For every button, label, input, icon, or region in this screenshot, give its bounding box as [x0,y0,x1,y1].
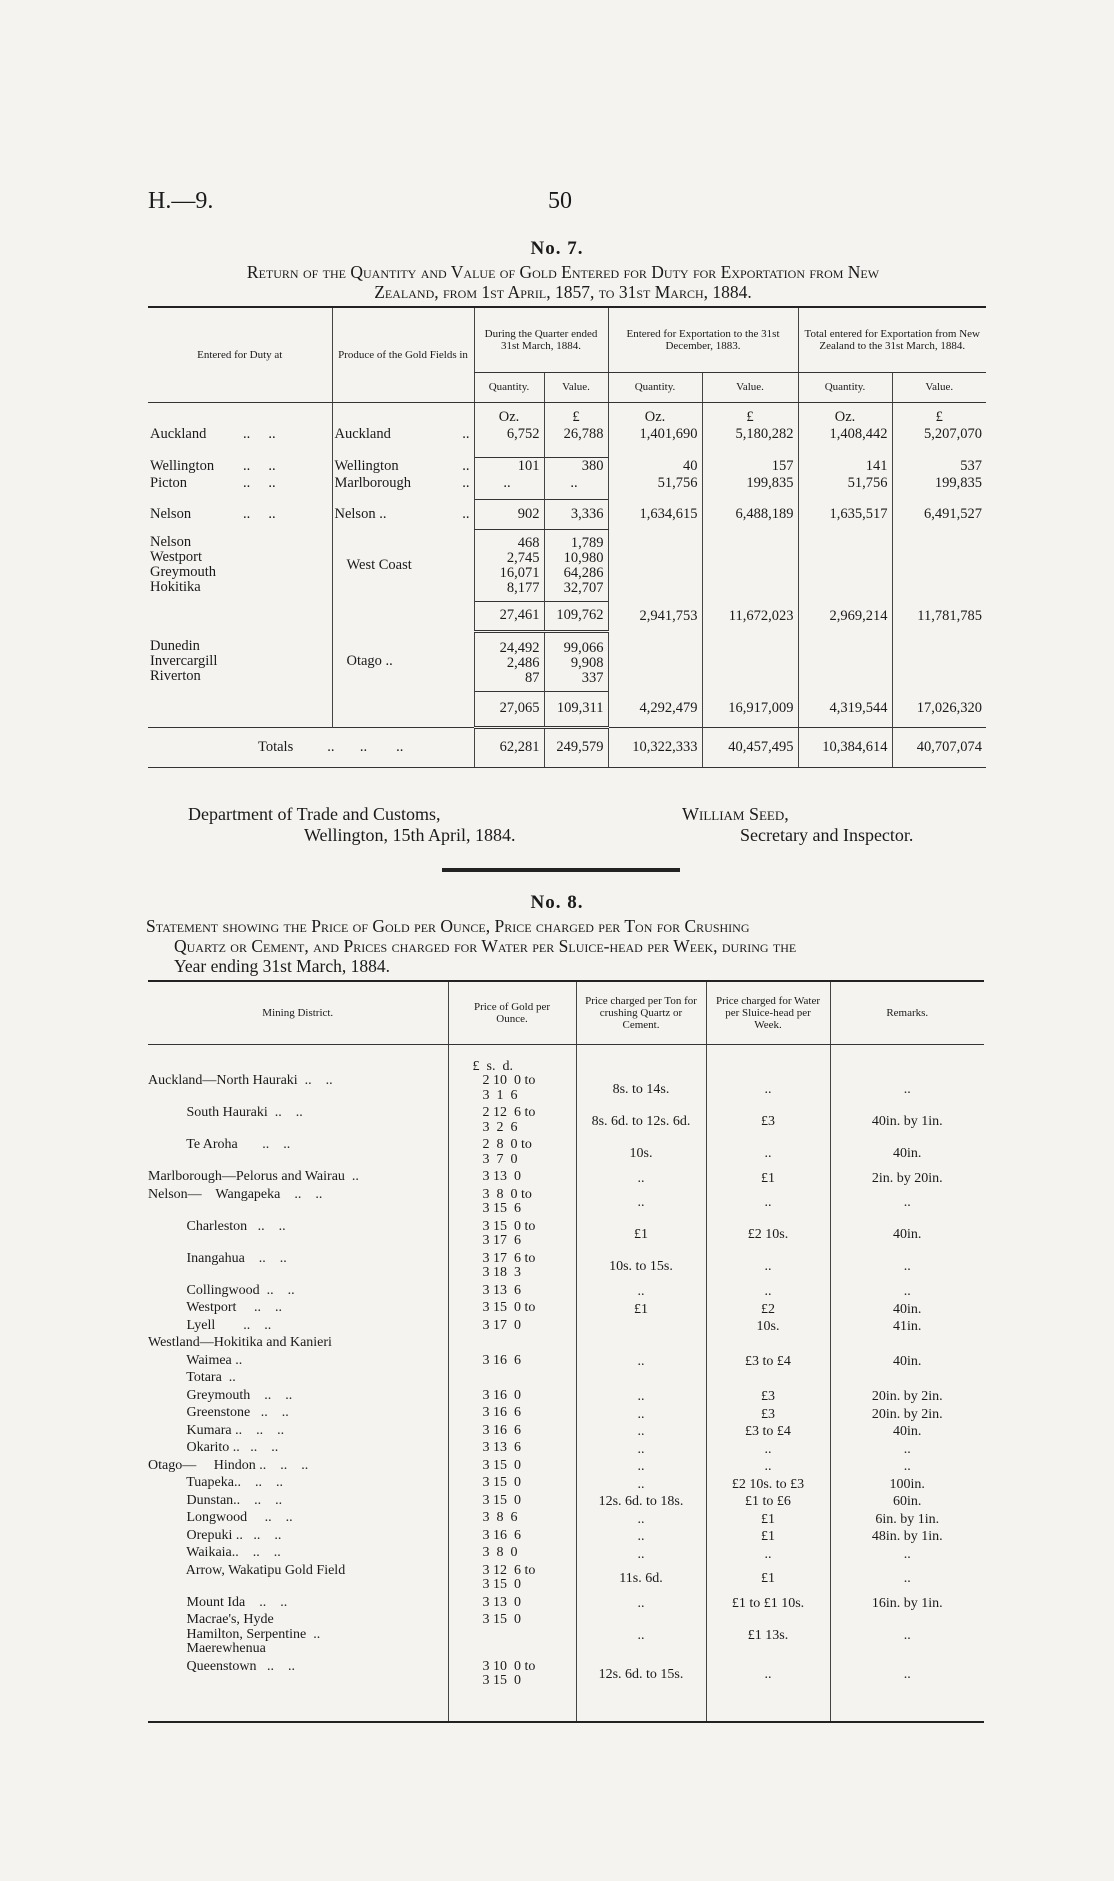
water-price: .. [706,1459,830,1477]
sub-value: Value. [892,372,986,402]
gold-price: 2 8 0 to 3 7 0 [448,1138,576,1170]
place-name: Riverton [150,668,201,684]
quarter-quantity: .. [474,475,544,499]
col-remarks: Remarks. [830,982,984,1044]
crushing-price: .. [576,1284,706,1302]
table-row [148,1170,984,1188]
export-quantity: 4,292,479 [608,691,702,727]
place-name: Westport [150,549,202,565]
water-price: £1 to £6 [706,1494,830,1512]
department-date: Wellington, 15th April, 1884. [304,825,516,845]
gold-price: 3 8 0 [448,1546,576,1564]
export-quantity: 51,756 [608,475,702,499]
table8-title: No. 8. [530,892,584,913]
table-row [148,1529,984,1547]
grand-total-value: 40,707,074 [892,727,986,767]
district-name: Inangahua .. .. [148,1250,287,1266]
total-quantity: 4,319,544 [798,691,892,727]
table8-caption-line1: Statement showing the Price of Gold per Ounce, Price charged per Ton for Crushing [146,916,750,936]
remarks: .. [830,1564,984,1596]
quarter-quantity: 8,177 [506,579,540,596]
table-row [148,1284,984,1302]
table-row [148,1074,984,1106]
total-quantity: 51,756 [798,475,892,499]
remarks: 20in. by 2in. [830,1389,984,1407]
gold-price: 3 15 0 [448,1494,576,1512]
gold-price: 3 13 0 [448,1170,576,1188]
subtotal-quantity: 27,461 [474,601,544,631]
export-value: 157 [702,458,798,476]
quarter-value: 64,286 [563,564,604,581]
total-quantity: 141 [798,458,892,476]
gold-price [448,1371,576,1389]
remarks: 16in. by 1in. [830,1596,984,1614]
otago-group [148,631,986,691]
crushing-price: .. [576,1406,706,1424]
district-name: Orepuki .. .. .. [148,1527,282,1543]
quarter-value: 10,980 [563,549,604,566]
gold-price: 3 8 0 to 3 15 6 [448,1188,576,1220]
remarks: 40in. [830,1138,984,1170]
water-price: £3 [706,1406,830,1424]
table-row [148,1371,984,1389]
remarks: 100in. [830,1476,984,1494]
quarter-quantity: 101 [474,458,544,476]
total-value: 11,781,785 [892,601,986,631]
district-name: Westport .. .. [148,1300,282,1315]
unit-oz: Oz. [474,402,544,426]
table8-caption-line2: Quartz or Cement, and Prices charged for Water per Sluice-head per Week, during the [174,936,797,956]
crushing-price: .. [576,1170,706,1188]
page-number: 50 [548,188,572,214]
district-name: Waikaia.. .. .. [148,1545,281,1560]
crushing-price: .. [576,1476,706,1494]
col-mining-district: Mining District. [148,982,448,1044]
gold-price: 2 12 6 to 3 2 6 [448,1106,576,1138]
place-name: Hokitika [150,579,201,595]
district-name: Lyell .. .. [148,1317,272,1333]
gold-price: 3 17 0 [448,1319,576,1337]
export-value: 199,835 [702,475,798,499]
subtotal-quantity: 27,065 [474,691,544,727]
export-value: 11,672,023 [702,601,798,631]
total-value: 17,026,320 [892,691,986,727]
total-value: 537 [892,458,986,476]
otago-subtotal [148,691,986,727]
remarks: .. [830,1284,984,1302]
place-name: Nelson [150,534,192,550]
crushing-price: .. [576,1188,706,1220]
quarter-value: 380 [544,458,608,476]
table-row [148,1319,984,1337]
remarks: 40in. [830,1301,984,1319]
crushing-price [576,1319,706,1337]
water-price: .. [706,1188,830,1220]
place-name: Invercargill [150,653,218,669]
district-name: Te Aroha .. .. [148,1137,291,1152]
total-quarter-value: 249,579 [544,727,608,767]
crushing-price: .. [576,1546,706,1564]
crushing-price: 8s. to 14s. [576,1074,706,1106]
total-value: 5,207,070 [892,426,986,458]
crushing-price: .. [576,1459,706,1477]
water-price: £1 to £1 10s. [706,1596,830,1614]
crushing-price: .. [576,1529,706,1547]
water-price: £2 10s. [706,1220,830,1252]
gold-price: 3 15 0 [448,1476,576,1494]
gold-price: 3 12 6 to 3 15 0 [448,1564,576,1596]
table8-caption-line3: Year ending 31st March, 1884. [174,956,390,976]
water-price: .. [706,1284,830,1302]
water-price: .. [706,1441,830,1459]
produce-name: West Coast [332,529,474,601]
export-value: 5,180,282 [702,426,798,458]
district-name: Marlborough—Pelorus and Wairau .. [148,1169,359,1184]
remarks: 6in. by 1in. [830,1511,984,1529]
gold-price: 3 15 0 [448,1459,576,1477]
crushing-price: £1 [576,1301,706,1319]
district-name: Collingwood .. .. [148,1282,295,1298]
grand-total-quantity: 10,384,614 [798,727,892,767]
remarks: 20in. by 2in. [830,1406,984,1424]
water-price: .. [706,1660,830,1692]
gold-price: 3 10 0 to 3 15 0 [448,1660,576,1692]
district-name: Arrow, Wakatipu Gold Field [148,1562,346,1578]
water-price: .. [706,1546,830,1564]
water-price: £1 [706,1529,830,1547]
table7-caption-line1: Return of the Quantity and Value of Gold Entered for Duty for Exportation from New [246,262,880,282]
water-price: .. [706,1138,830,1170]
water-price: £3 [706,1106,830,1138]
table-row [148,1354,984,1372]
water-price: £1 [706,1564,830,1596]
totals-label: Totals [258,738,294,755]
table-row [148,1138,984,1170]
district-name: Kumara .. .. .. [148,1422,285,1438]
table-row [148,1441,984,1459]
gold-price: 3 15 0 to [448,1301,576,1319]
crushing-price: .. [576,1441,706,1459]
place-name: Picton [150,475,188,491]
remarks: 48in. by 1in. [830,1529,984,1547]
unit-oz: Oz. [798,402,892,426]
table-row [148,1596,984,1614]
table-row: Wellington .. .. Wellington .. 101 380 40 157 141 537 [148,458,986,476]
col-gold-price: Price of Gold per Ounce. [448,982,576,1044]
district-name: Okarito .. .. .. [148,1440,279,1455]
quarter-quantity: 902 [474,499,544,529]
gold-price-table [148,982,984,1723]
subtotal-value: 109,311 [544,691,608,727]
col-quarter: During the Quarter ended 31st March, 1884. [474,308,608,372]
remarks [830,1336,984,1354]
total-value: 6,491,527 [892,499,986,529]
crushing-price: 10s. [576,1138,706,1170]
district-name: Macrae's, Hyde Hamilton, Serpentine .. Maerewhenua [186,1612,321,1656]
sub-value: Value. [544,372,608,402]
table-row [148,1106,984,1138]
water-price: .. [706,1252,830,1284]
export-value: 16,917,009 [702,691,798,727]
export-quantity: 40 [608,458,702,476]
district-name: Otago— Hindon .. .. .. [148,1457,309,1473]
col-exported: Entered for Exportation to the 31st December, 1883. [608,308,798,372]
produce-name: Wellington [334,457,399,474]
remarks: .. [830,1188,984,1220]
total-quantity: 2,969,214 [798,601,892,631]
quarter-quantity: 468 [517,534,540,551]
unit-pound: £ [702,402,798,426]
gold-export-table [148,308,986,768]
remarks: 40in. [830,1424,984,1442]
district-name: Greymouth .. .. [148,1387,293,1403]
water-price: £3 to £4 [706,1354,830,1372]
table-row: Picton .. .. Marlborough .. .. .. 51,756 199,835 51,756 199,835 [148,475,986,499]
export-quantity: 1,634,615 [608,499,702,529]
district-name: Tuapeka.. .. .. [148,1475,283,1490]
unit-pound: £ [544,402,608,426]
water-price: £1 [706,1511,830,1529]
place-name: Wellington [150,457,215,474]
table-row [148,1459,984,1477]
remarks: .. [830,1613,984,1660]
gold-price: 3 13 0 [448,1596,576,1614]
table7-caption [148,262,978,302]
place-name: Nelson [150,505,192,522]
table-row [148,1424,984,1442]
gold-price: 3 16 6 [448,1424,576,1442]
remarks [830,1371,984,1389]
gold-price: 2 10 0 to 3 1 6 [448,1074,576,1106]
col-produce: Produce of the Gold Fields in [332,308,474,402]
gold-price: 3 13 6 [448,1441,576,1459]
col-total: Total entered for Exportation from New Zealand to the 31st March, 1884. [798,308,986,372]
table-row [148,1406,984,1424]
remarks: .. [830,1459,984,1477]
water-price: £1 13s. [706,1613,830,1660]
crushing-price: .. [576,1613,706,1660]
district-name: Westland—Hokitika and Kanieri [148,1335,332,1350]
crushing-price: £1 [576,1220,706,1252]
remarks: 40in. by 1in. [830,1106,984,1138]
table-row [148,426,986,458]
crushing-price: .. [576,1596,706,1614]
gold-price: 3 16 6 [448,1354,576,1372]
remarks: .. [830,1074,984,1106]
district-name: Queenstown .. .. [148,1658,295,1674]
westcoast-group [148,529,986,601]
district-name: Greenstone .. .. [148,1405,289,1420]
table-row [148,1546,984,1564]
sub-quantity: Quantity. [474,372,544,402]
crushing-price: .. [576,1354,706,1372]
remarks: 40in. [830,1220,984,1252]
table8-caption [146,916,1014,976]
crushing-price: 12s. 6d. to 18s. [576,1494,706,1512]
quarter-value: 26,788 [544,426,608,458]
district-name: Nelson— Wangapeka .. .. [148,1186,323,1202]
water-price: £2 [706,1301,830,1319]
district-name: Totara .. [148,1370,236,1385]
place-name: Auckland .. .. [150,425,276,442]
series-code: H.—9. [148,188,214,214]
total-quantity: 1,408,442 [798,426,892,458]
sub-value: Value. [702,372,798,402]
quarter-value: 3,336 [544,499,608,529]
district-name: Mount Ida .. .. [148,1594,288,1610]
table-row [148,1511,984,1529]
gold-price: 3 16 6 [448,1529,576,1547]
table-row: Nelson .. .. Nelson .. .. 902 3,336 1,634,615 6,488,189 1,635,517 6,491,527 [148,499,986,529]
produce-name: Nelson .. [334,505,387,522]
quarter-quantity: 2,745 [506,549,540,566]
total-value: 199,835 [892,475,986,499]
table-row [148,1220,984,1252]
district-name: South Hauraki .. .. [148,1105,303,1120]
table-row [148,1301,984,1319]
remarks: 40in. [830,1354,984,1372]
table-row [148,1336,984,1354]
gold-price: 3 8 6 [448,1511,576,1529]
quarter-quantity: 16,071 [499,564,540,581]
quarter-quantity: 24,492 [499,639,540,656]
remarks: .. [830,1546,984,1564]
quarter-quantity: 87 [525,669,540,686]
quarter-value: 99,066 [563,639,604,656]
quarter-value: .. [544,475,608,499]
water-price: £2 10s. to £3 [706,1476,830,1494]
col-entered-for-duty: Entered for Duty at [148,308,332,402]
table-row [148,1613,984,1660]
department-line: Department of Trade and Customs, [188,804,441,824]
remarks: 2in. by 20in. [830,1170,984,1188]
gold-price: 3 15 0 to 3 17 6 [448,1220,576,1252]
gold-price: 3 13 6 [448,1284,576,1302]
district-name: Dunstan.. .. .. [148,1492,283,1508]
total-quarter-quantity: 62,281 [474,727,544,767]
export-value: 6,488,189 [702,499,798,529]
table-row [148,1188,984,1220]
totals-row: Totals .. .. .. 62,281 249,579 10,322,333 40,457,495 10,384,614 40,707,074 [148,727,986,767]
table-row [148,1389,984,1407]
unit-pound: £ [892,402,986,426]
gold-price: 3 16 0 [448,1389,576,1407]
water-price: £3 to £4 [706,1424,830,1442]
section-divider [442,868,680,872]
table7-caption-line2: Zealand, from 1st April, 1857, to 31st March, 1884. [374,282,752,302]
table-row [148,1494,984,1512]
price-rows [148,1074,984,1692]
remarks: .. [830,1441,984,1459]
water-price: £3 [706,1389,830,1407]
col-crushing-price: Price charged per Ton for crushing Quartz or Cement. [576,982,706,1044]
gold-price [448,1336,576,1354]
gold-price: 3 17 6 to 3 18 3 [448,1252,576,1284]
water-price: 10s. [706,1319,830,1337]
water-price: .. [706,1074,830,1106]
water-price: £1 [706,1170,830,1188]
quarter-quantity: 2,486 [506,654,540,671]
table7-title: No. 7. [530,238,584,259]
crushing-price [576,1336,706,1354]
table-row [148,1476,984,1494]
crushing-price: 8s. 6d. to 12s. 6d. [576,1106,706,1138]
crushing-price: .. [576,1511,706,1529]
produce-name: Marlborough [334,475,412,491]
gold-price: 3 16 6 [448,1406,576,1424]
crushing-price: .. [576,1424,706,1442]
water-price [706,1336,830,1354]
signatory-name: William Seed, [682,804,789,824]
lsd-units: £ s. d. [448,1044,576,1074]
signatory-role: Secretary and Inspector. [740,825,914,845]
place-name: Greymouth [150,564,217,580]
remarks: .. [830,1252,984,1284]
produce-name: Otago .. [332,631,474,691]
quarter-value: 1,789 [570,534,604,551]
remarks: .. [830,1660,984,1692]
remarks: 60in. [830,1494,984,1512]
unit-oz: Oz. [608,402,702,426]
gold-price: 3 15 0 [448,1613,576,1660]
export-quantity: 1,401,690 [608,426,702,458]
table-row [148,1252,984,1284]
total-export-quantity: 10,322,333 [608,727,702,767]
westcoast-subtotal [148,601,986,631]
water-price [706,1371,830,1389]
table-row [148,1564,984,1596]
crushing-price: .. [576,1389,706,1407]
total-quantity: 1,635,517 [798,499,892,529]
col-water-price: Price charged for Water per Sluice-head per Week. [706,982,830,1044]
quarter-quantity: 6,752 [474,426,544,458]
crushing-price [576,1371,706,1389]
district-name: Longwood .. .. [148,1510,293,1525]
sub-quantity: Quantity. [608,372,702,402]
produce-name: Auckland .. [332,426,474,458]
quarter-value: 32,707 [563,579,604,596]
total-export-value: 40,457,495 [702,727,798,767]
export-quantity: 2,941,753 [608,601,702,631]
quarter-value: 337 [581,669,604,686]
remarks: 41in. [830,1319,984,1337]
crushing-price: 10s. to 15s. [576,1252,706,1284]
table-row [148,1660,984,1692]
district-name: Waimea .. [148,1352,243,1368]
quarter-value: 9,908 [570,654,604,671]
sub-quantity: Quantity. [798,372,892,402]
subtotal-value: 109,762 [544,601,608,631]
district-name: Auckland—North Hauraki .. .. [148,1073,333,1088]
district-name: Charleston .. .. [148,1218,286,1234]
crushing-price: 11s. 6d. [576,1564,706,1596]
place-name: Dunedin [150,638,200,654]
crushing-price: 12s. 6d. to 15s. [576,1660,706,1692]
